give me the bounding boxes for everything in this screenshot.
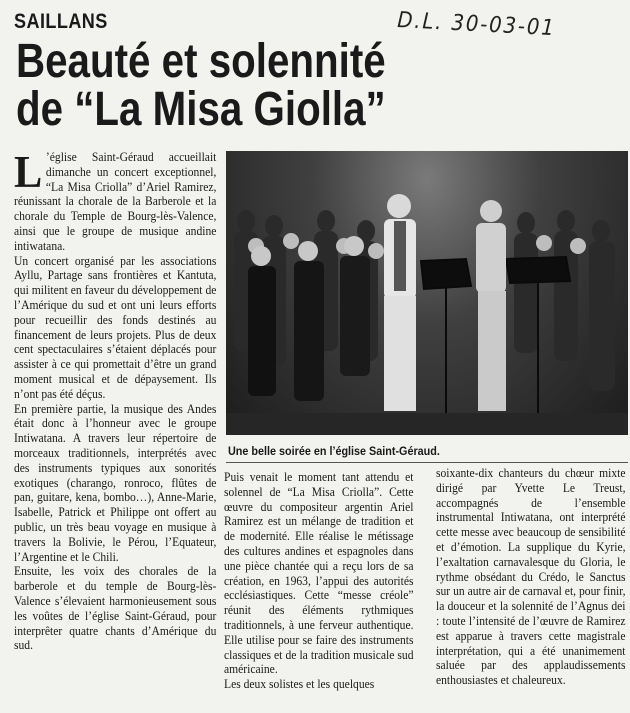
- paragraph-text: ’église Saint-Géraud accueillait dimanche un concert exceptionnel, “La Misa Criolla” d’Ariel Ramirez, réunissant la chorale de la Barberole et la chorale du Temple de Bourg-lès-Valence, ainsi que le groupe de musique andine intiwatana.: [14, 150, 217, 253]
- paragraph: Puis venait le moment tant attendu et solennel de “La Misa Criolla”. Cette œuvre du compositeur argentin Ariel Ramirez est un mélange de tradition et de modernité. Elle réalise le métissage des cultures andines et espagnoles dans une pièce chantée qui a reçu lors de sa création, en 1963, l’appui des autorités ecclésiastiques. Cette “messe créole” réunit des éléments rythmiques traditionnels, à une ferveur authentique. Elle utilise pour se faire des instruments classiques et de la tradition musicale sud américaine.: [224, 470, 414, 677]
- headline-line-2: de “La Misa Giolla”: [16, 83, 386, 136]
- paragraph: Les deux solistes et les quelques: [224, 677, 375, 692]
- headline: [16, 35, 520, 136]
- concert-photo: [226, 151, 628, 435]
- divider: [226, 462, 628, 463]
- section-kicker: SAILLANS: [14, 10, 108, 33]
- paragraph: Un concert organisé par les associations Ayllu, Partage sans frontières et Kantuta, qui militent en faveur du développement de l’Amérique du sud et ont uni leurs efforts pour recueillir des fonds destinés au financement de leurs projets. Plus de deux cent spectaculaires s’étaient déplacés pour assister à ce qui promettait d’être un grand moment musical et de dépaysement. Ils n’ont pas été déçus.: [14, 253, 217, 401]
- article-column-1: [14, 150, 216, 713]
- headline-line-1: Beauté et solennité: [16, 35, 386, 88]
- article-column-2: [224, 470, 414, 713]
- paragraph: [14, 150, 216, 254]
- drop-cap: L: [14, 150, 43, 197]
- paragraph: Ensuite, les voix des chorales de la barberole et du temple de Bourg-lès-Valence s’élevaient harmonieusement sous les voûtes de l’église Saint-Géraud, pour interprêter quatre chants d’Amérique du sud.: [14, 564, 217, 653]
- handwritten-date-note: D.L. 30-03-01: [396, 8, 557, 42]
- choir-illustration: [226, 151, 628, 435]
- article-column-3: [436, 466, 626, 713]
- paragraph: En première partie, la musique des Andes était donc à l’honneur avec le groupe Intiwatana. A travers leur répertoire de morceaux traditionnels, interprétés avec des instruments typiques aux sonorités exotiques (charango, ronroco, flûtes de pan, guitare, kena, bombo…), Anne-Marie, Isabelle, Patrick et Philippe ont offert au public, un très beau voyage en musique à travers la Bolivie, le Pérou, l’Equateur, l’Argentine et le Chili.: [14, 401, 217, 564]
- paragraph: soixante-dix chanteurs du chœur mixte dirigé par Yvette Le Treust, accompagnés de l’ensemble instrumental Intiwatana, ont interprété cette messe avec beaucoup de sensibilité et d’émotion. La supplique du Kyrie, l’exaltation carnavalesque du Gloria, le rythme obsédant du Crédo, le Sanctus sur un autre air de carnaval et, pour finir, la douceur et la solennité de l’Agnus dei : toute l’intensité de l’œuvre de Ramirez est apparue à travers cette magistrale interprétation, qui a été unanimement saluée par des applaudissements enthousiastes et chaleureux.: [436, 466, 626, 688]
- photo-caption: Une belle soirée en l’église Saint-Géraud.: [228, 444, 440, 458]
